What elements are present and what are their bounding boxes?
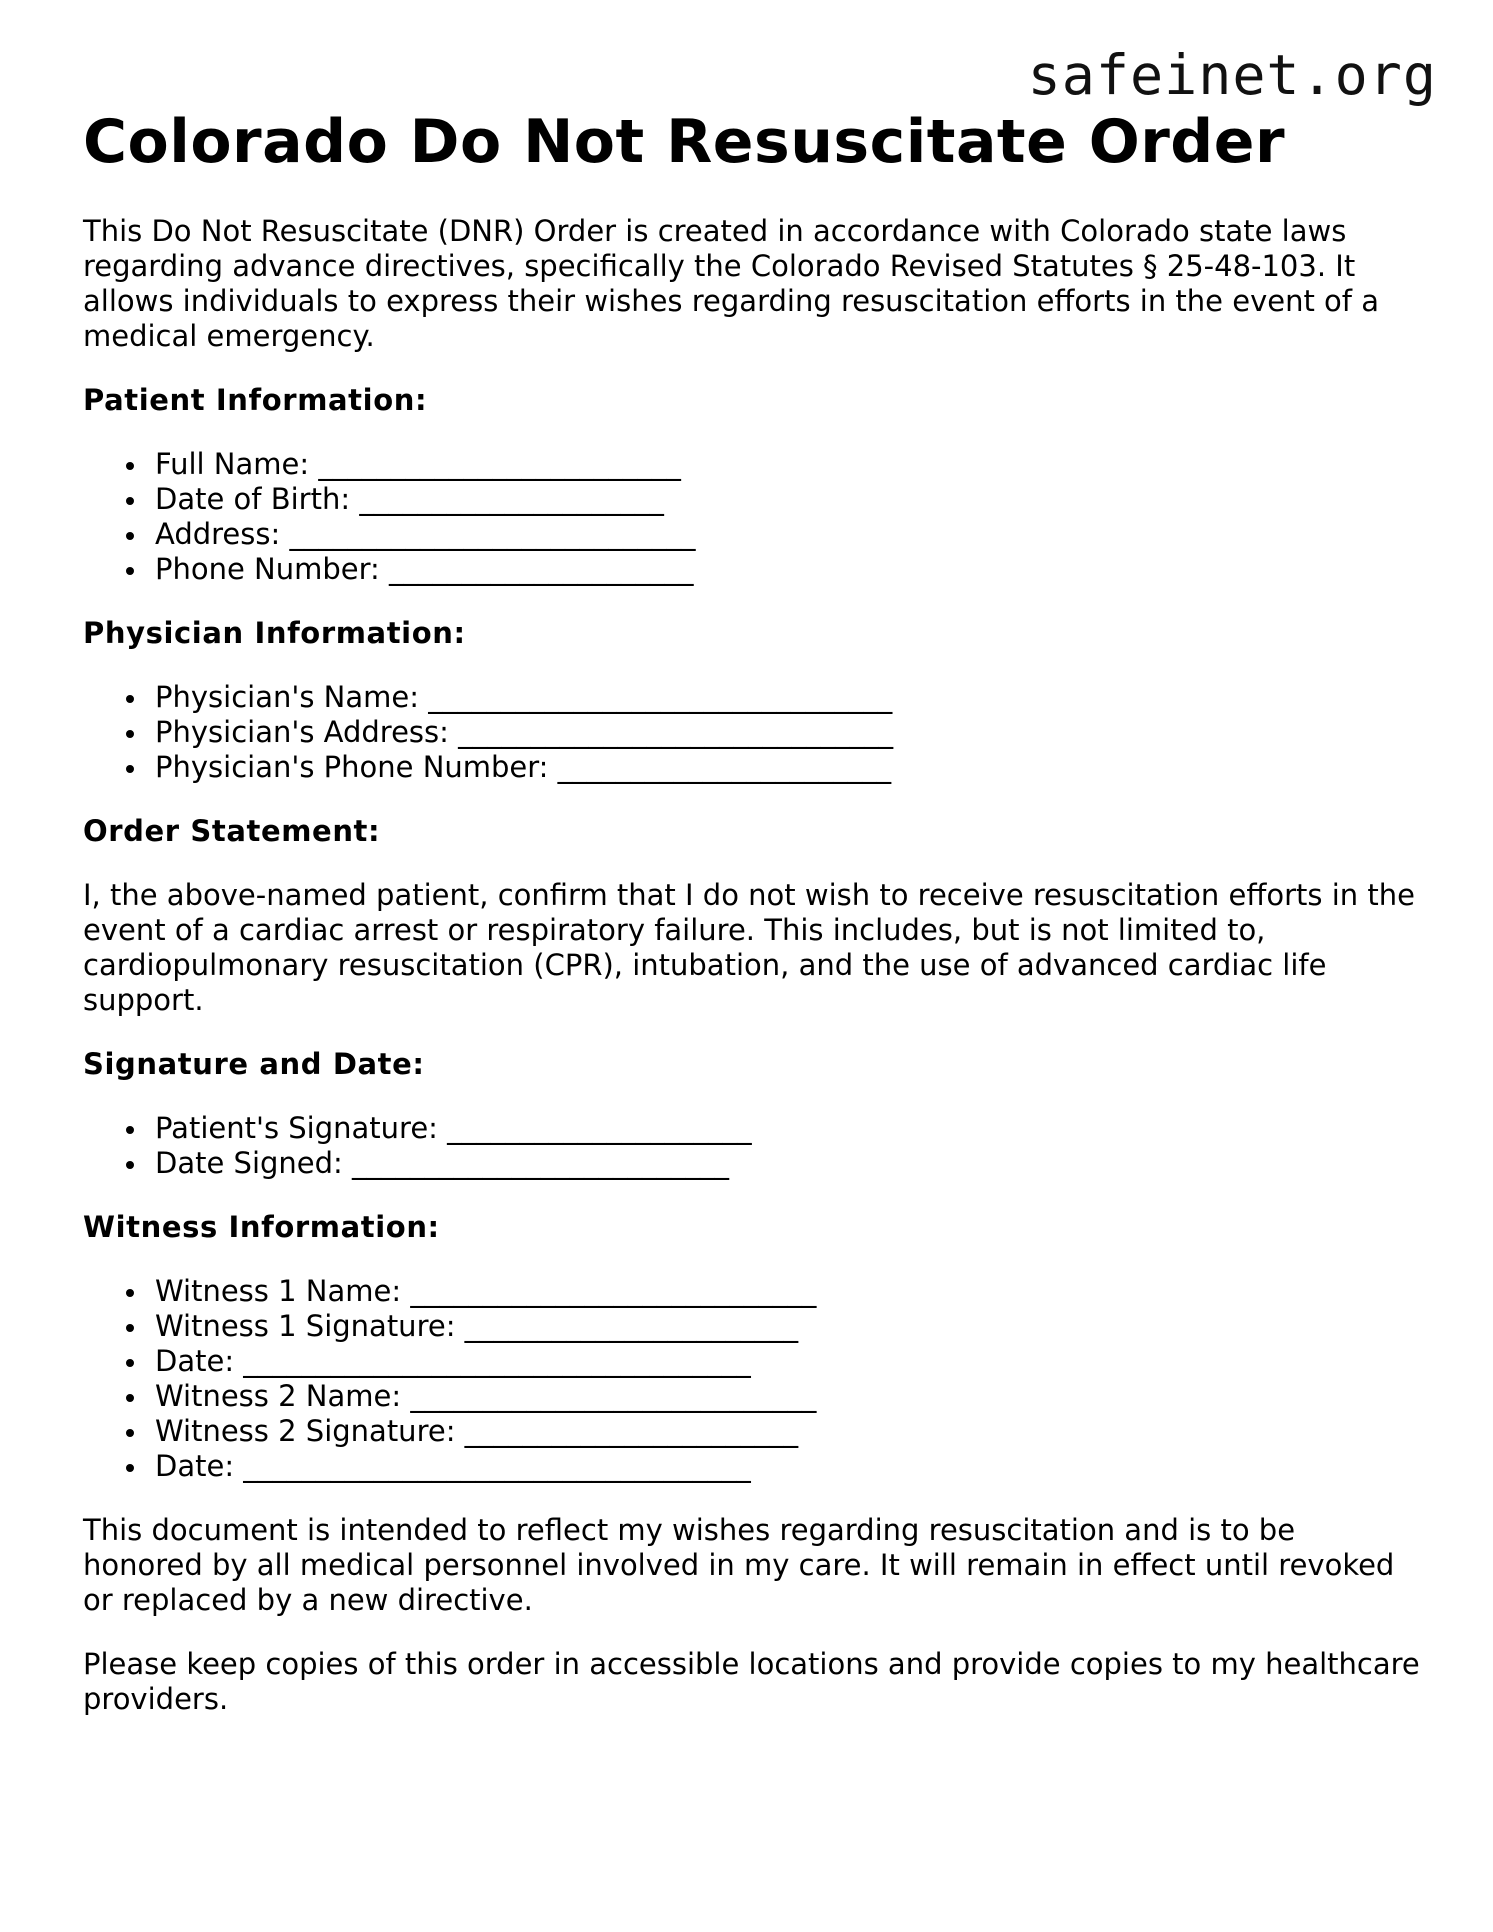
- list-item-witness1-name: Witness 1 Name: ____________________________: [155, 1274, 1423, 1309]
- witness-info-list: [83, 1274, 1423, 1484]
- list-item-phone-number: Phone Number: _____________________: [155, 552, 1423, 587]
- list-item-patient-signature: Patient's Signature: _____________________: [155, 1111, 1423, 1146]
- witness-info-heading: Witness Information:: [83, 1210, 440, 1244]
- list-item-full-name: Full Name: _________________________: [155, 447, 1423, 482]
- order-statement-heading: Order Statement:: [83, 814, 381, 848]
- footer-note: Please keep copies of this order in accessible locations and provide copies to my healthcare providers.: [83, 1647, 1420, 1716]
- list-item-physician-name: Physician's Name: ________________________________: [155, 680, 1423, 715]
- physician-info-heading: Physician Information:: [83, 616, 466, 650]
- list-item-witness1-signature: Witness 1 Signature: _______________________: [155, 1309, 1423, 1344]
- patient-info-list: [83, 447, 1423, 587]
- closing-paragraph: This document is intended to reflect my wishes regarding resuscitation and is to be honored by all medical personnel involved in my care. It will remain in effect until revoked or replaced by a new directive.: [83, 1513, 1395, 1617]
- list-item-physician-address: Physician's Address: ______________________________: [155, 715, 1423, 750]
- list-item-witness2-name: Witness 2 Name: ____________________________: [155, 1379, 1423, 1414]
- list-item-address: Address: ____________________________: [155, 517, 1423, 552]
- watermark: safeinet.org: [1027, 43, 1437, 107]
- list-item-witness1-date: Date: ___________________________________: [155, 1344, 1423, 1379]
- intro-paragraph: This Do Not Resuscitate (DNR) Order is created in accordance with Colorado state laws regarding advance directives, specifically the Colorado Revised Statutes § 25-48-103. It allows individuals to express their wishes regarding resuscitation efforts in the event of a medical emergency.: [83, 214, 1379, 353]
- list-item-date-signed: Date Signed: __________________________: [155, 1146, 1423, 1181]
- list-item-witness2-signature: Witness 2 Signature: _______________________: [155, 1414, 1423, 1449]
- list-item-witness2-date: Date: ___________________________________: [155, 1449, 1423, 1484]
- signature-list: [83, 1111, 1423, 1181]
- document-title: Colorado Do Not Resuscitate Order: [83, 107, 1286, 177]
- order-statement-text: I, the above-named patient, confirm that I do not wish to receive resuscitation efforts in the event of a cardiac arrest or respiratory failure. This includes, but is not limited to, cardiopulmonary resuscitation (CPR), intubation, and the use of advanced cardiac life support.: [83, 878, 1415, 1017]
- physician-info-list: [83, 680, 1423, 785]
- list-item-physician-phone: Physician's Phone Number: _______________________: [155, 750, 1423, 785]
- list-item-date-of-birth: Date of Birth: _____________________: [155, 482, 1423, 517]
- document-page: [83, 100, 1423, 1717]
- patient-info-heading: Patient Information:: [83, 383, 428, 417]
- signature-heading: Signature and Date:: [83, 1047, 425, 1081]
